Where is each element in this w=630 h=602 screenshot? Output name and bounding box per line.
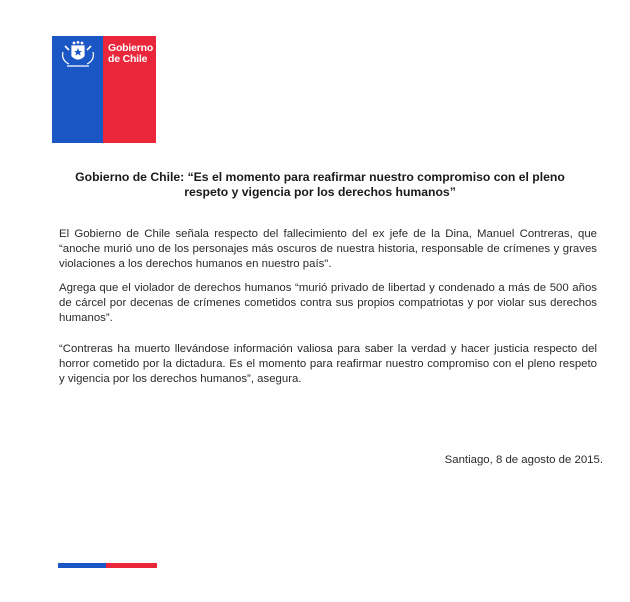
logo-red-panel: [103, 36, 156, 143]
footer-bar-blue: [58, 563, 106, 568]
paragraph-2: Agrega que el violador de derechos humanos “murió privado de libertad y condenado a más de 500 años de cárcel por decenas de crímenes cometidos contra sus propios compatriotas y por violar sus derechos humanos”.: [59, 282, 597, 324]
paragraph-1: El Gobierno de Chile señala respecto del fallecimiento del ex jefe de la Dina, Manuel Contreras, que “anoche murió uno de los personajes más oscuros de nuestra historia, responsable de crímenes y graves violaciones a los derechos humanos en nuestro país".: [59, 228, 597, 270]
gobierno-de-chile-logo: [52, 36, 156, 143]
logo-text: Gobierno de Chile: [108, 42, 154, 65]
footer-bar-red: [106, 563, 157, 568]
document-title: Gobierno de Chile: “Es el momento para reafirmar nuestro compromiso con el pleno respeto y vigencia por los derechos humanos”: [75, 170, 565, 199]
logo-blue-panel: [52, 36, 103, 143]
paragraph-3: “Contreras ha muerto llevándose información valiosa para saber la verdad y hacer justicia respecto del horror cometido por la dictadura. Es el momento para reafirmar nuestro compromiso con el pleno respeto y vigencia por los derechos humanos”, asegura.: [59, 343, 597, 385]
place-date: Santiago, 8 de agosto de 2015.: [444, 454, 603, 466]
footer-color-bar: [58, 563, 157, 568]
chilean-coat-of-arms-icon: [57, 40, 99, 70]
